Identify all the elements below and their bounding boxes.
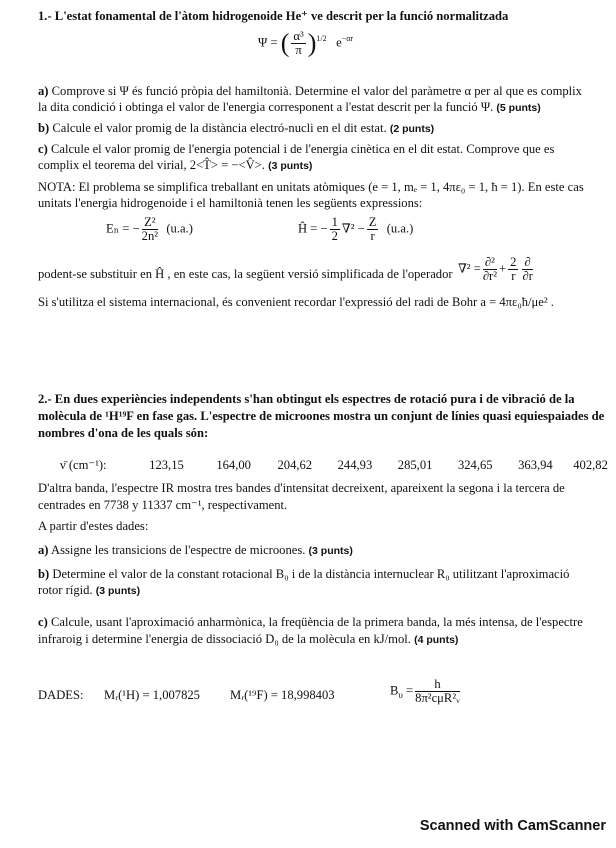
mass-hydrogen: Mᵣ(¹H) = 1,007825 bbox=[104, 688, 200, 702]
problem2-line3: nombres d'ona de les quals són: bbox=[38, 426, 209, 440]
rotational-constant-equation: $B_\upsilon$ = $\frac{h}{\text{8π²cμR²ᵥ}}$ bbox=[390, 677, 460, 705]
dades-label: DADES: bbox=[38, 688, 84, 702]
bohr-line: Si s'utilitza el sistema internacional, és convenient recordar l'expressió del radi de Bohr a = 4πε₀ħ/μe² . bbox=[38, 295, 554, 309]
psi-lhs: Ψ = bbox=[258, 35, 278, 50]
camscanner-watermark: Scanned with CamScanner bbox=[419, 818, 606, 834]
mass-fluorine: Mᵣ(¹⁹F) = 18,998403 bbox=[230, 688, 335, 702]
hamiltonian-equation: Ĥ = − $\frac{1}{2}$ ∇² − $\frac{Z}{r}$ (u.a.) bbox=[298, 215, 414, 243]
wavenumber-2: 164,00 bbox=[216, 458, 251, 472]
p2-a: a) Assigne les transicions de l'espectre de microones. (3 punts) bbox=[38, 543, 353, 557]
ir-line2: centrades en 7738 y 11337 cm⁻¹, respectivament. bbox=[38, 498, 288, 512]
problem1-heading: 1.- L'estat fonamental de l'àtom hidrogenoide He⁺ ve descrit per la funció normalitzada bbox=[38, 9, 509, 23]
nota-line2: unitats l'energia hidrogenoide i el hamiltonià tenen les següents expressions: bbox=[38, 196, 423, 210]
wavenumber-6: 324,65 bbox=[457, 458, 493, 472]
p1-b: b) Calcule el valor promig de la distància electró-nucli en el dit estat. (2 punts) bbox=[38, 121, 435, 135]
nota-line1: NOTA: El problema se simplifica treballant en unitats atòmiques (e = 1, mₑ = 1, 4πε₀ = 1, ħ = 1). En este cas bbox=[38, 180, 584, 194]
psi-exp: 1/2 bbox=[316, 34, 327, 44]
intro-line: A partir d'estes dades: bbox=[38, 519, 149, 533]
wavenumber-4: 244,93 bbox=[337, 458, 373, 472]
psi-equation: Ψ = ( $\frac{\text{α³}}{\pi}$ )$^{1/2}$ $e^{-\alpha r}$ bbox=[258, 28, 354, 58]
p1-a-line2: la dita condició i obtinga el valor de l'energia corresponent a l'estat descrit per la funció Ψ. (5 punts) bbox=[38, 100, 541, 114]
psi-tail: e bbox=[336, 35, 342, 50]
wavenumber-5: 285,01 bbox=[397, 458, 433, 472]
p2-c-line1: c) Calcule, usant l'aproximació anharmònica, la freqüència de la primera banda, la més intensa, de l'espectre bbox=[38, 615, 583, 629]
table-label: ν̄ (cm⁻¹): bbox=[60, 458, 107, 472]
wavenumber-7: 363,94 bbox=[518, 458, 553, 472]
psi-tail-exp: −αr bbox=[341, 34, 354, 44]
p1-a-line1: a) Comprove si Ψ és funció pròpia del hamiltonià. Determine el valor del paràmetre α per al que es complix bbox=[38, 84, 582, 98]
p2-b-line1: b) Determine el valor de la constant rotacional B₀ i de la distància internuclear R₀ utilitzant l'aproximació bbox=[38, 567, 570, 581]
ir-line1: D'altra banda, l'espectre IR mostra tres bandes d'intensitat decreixent, apareixent la segona i la tercera de bbox=[38, 481, 565, 495]
laplacian-text: podent-se substituir en Ĥ , en este cas, la següent versió simplificada de l'operador bbox=[38, 267, 453, 281]
problem2-line2: molècula de ¹H¹⁹F en fase gas. L'espectre de microones mostra un conjunt de línies quasi equiespaiades de bbox=[38, 409, 605, 423]
wavenumber-1: 123,15 bbox=[149, 458, 184, 472]
p2-c-line2: infraroig i determine l'energia de dissociació D₀ de la molècula en kJ/mol. (4 punts) bbox=[38, 632, 459, 646]
wavenumber-table bbox=[60, 457, 608, 473]
wavenumber-8: 402,82 bbox=[573, 458, 608, 472]
psi-den: π bbox=[295, 43, 302, 57]
p2-b-line2: rotor rígid. (3 punts) bbox=[38, 583, 141, 597]
laplacian-equation: ∇² = $\frac{\text{∂²}}{\text{∂r²}}$ + $\frac{2}{r}$ $\frac{\partial}{\partial r}$ bbox=[458, 255, 533, 283]
psi-num: α³ bbox=[293, 29, 304, 43]
p1-c-line2: complix el teorema del virial, 2<T̂> = −<V̂>. (3 punts) bbox=[38, 158, 313, 172]
energy-equation: Eₙ = − $\frac{\text{Z²}}{\text{2n²}}$ (u.a.) bbox=[106, 215, 193, 243]
wavenumber-3: 204,62 bbox=[277, 458, 313, 472]
p1-c-line1: c) Calcule el valor promig de l'energia potencial i de l'energia cinètica en el dit estat. Comprove que es bbox=[38, 142, 555, 156]
problem2-line1: 2.- En dues experiències independents s'han obtingut els espectres de rotació pura i de vibració de la bbox=[38, 392, 575, 406]
